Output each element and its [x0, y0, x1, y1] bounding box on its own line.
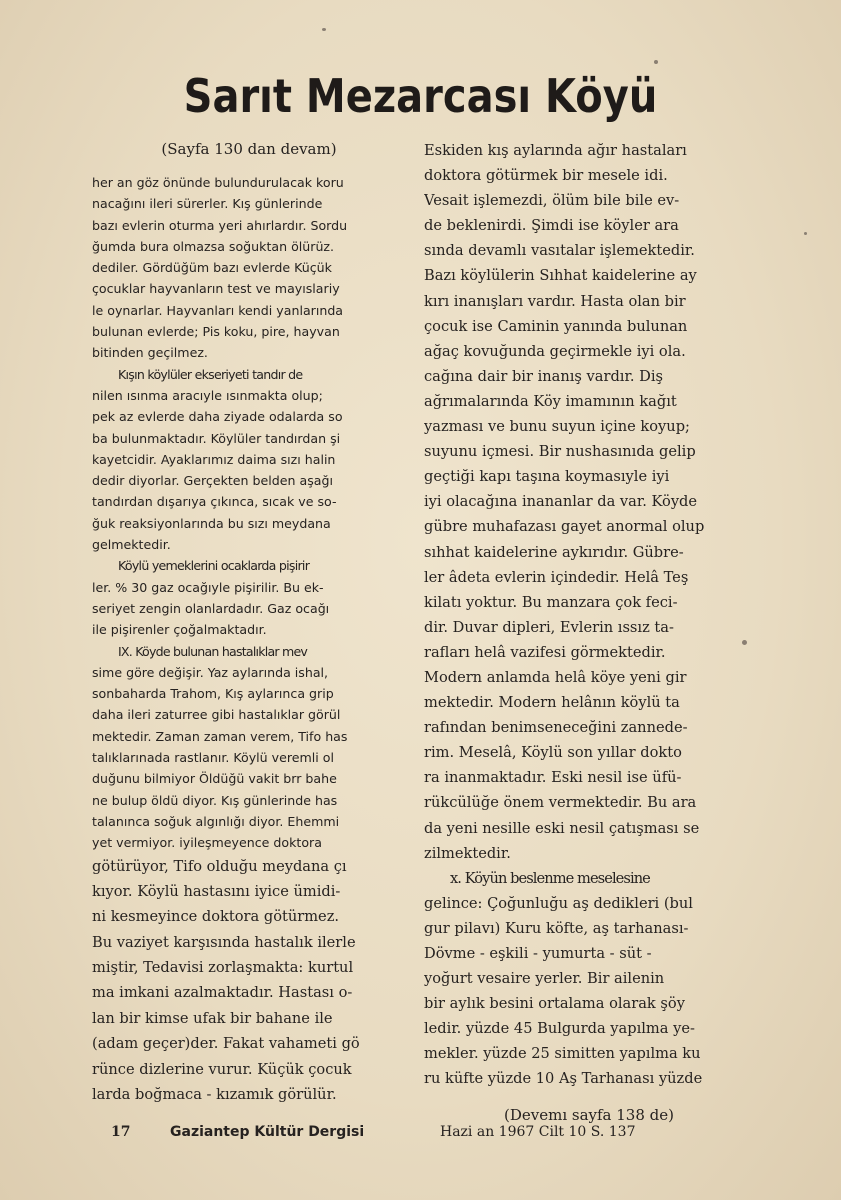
text-line: pek az evlerde daha ziyade odalarda so	[92, 409, 343, 425]
text-line: gur pilavı) Kuru köfte, aş tarhanası-	[424, 919, 689, 937]
text-line: dedir diyorlar. Gerçekten belden aşağı	[92, 473, 333, 489]
text-line: zilmektedir.	[424, 844, 511, 862]
text-line: rafından benimseneceğini zannede-	[424, 719, 688, 737]
text-line: çocuk ise Caminin yanında bulunan	[424, 317, 688, 335]
text-line: iyi olacağına inananlar da var. Köyde	[424, 493, 698, 511]
text-line: Bu vaziyet karşısında hastalık ilerle	[92, 933, 356, 951]
text-line: mektedir. Zaman zaman verem, Tifo has	[92, 728, 348, 744]
text-line: ağaç kovuğunda geçirmekle iyi ola.	[424, 342, 686, 360]
continued-from-note: (Sayfa 130 dan devam)	[161, 140, 337, 158]
text-line: ler. % 30 gaz ocağıyle pişirilir. Bu ek-	[92, 579, 324, 595]
text-line: rünce dizlerine vurur. Küçük çocuk	[92, 1060, 352, 1078]
print-speck	[654, 60, 658, 64]
text-line: kırı inanışları vardır. Hasta olan bir	[424, 292, 686, 310]
text-line: dediler. Gördüğüm bazı evlerde Küçük	[92, 260, 332, 276]
text-line: ru küfte yüzde 10 Aş Tarhanası yüzde	[424, 1070, 703, 1088]
text-line: bulunan evlerde; Pis koku, pire, hayvan	[92, 324, 340, 340]
text-line: ra inanmaktadır. Eski nesil ise üfü-	[424, 769, 682, 787]
text-line: Dövme - eşkili - yumurta - süt -	[424, 945, 652, 962]
text-line: bazı evlerin oturma yeri ahırlardır. Sordu	[92, 217, 348, 233]
text-line: Kışın köylüler ekseriyeti tandır de	[118, 366, 303, 382]
text-line: x. Köyün beslenme meselesine	[450, 869, 650, 887]
text-line: le oynarlar. Hayvanları kendi yanlarında	[92, 302, 344, 318]
text-line: sime göre değişir. Yaz aylarında ishal,	[92, 664, 329, 680]
text-line: ma imkani azalmaktadır. Hastası o-	[92, 984, 353, 1002]
text-line: da yeni nesille eski nesil çatışması se	[424, 819, 700, 837]
text-line: Eskiden kış aylarında ağır hastaları	[424, 142, 687, 159]
right-column	[424, 138, 754, 1126]
journal-name: Gaziantep Kültür Dergisi	[170, 1124, 365, 1140]
text-line: nacağını ileri sürerler. Kış günlerinde	[92, 196, 323, 212]
text-line: her an göz önünde bulundurulacak koru	[92, 175, 344, 190]
text-line: gelmektedir.	[92, 537, 171, 553]
text-line: ğumda bura olmazsa soğuktan ölürüz.	[92, 238, 335, 254]
text-line: ledir. yüzde 45 Bulgurda yapılma ye-	[424, 1020, 695, 1038]
text-line: larda boğmaca - kızamık görülür.	[92, 1086, 337, 1104]
text-line: ağrımalarında Köy imamının kağıt	[424, 392, 677, 410]
article-title: Sarıt Mezarcası Köyü	[183, 70, 658, 124]
issue-info: Hazi an 1967 Cilt 10 S. 137	[440, 1124, 636, 1140]
left-column	[92, 138, 406, 1107]
text-line: ne bulup öldü diyor. Kış günlerinde has	[92, 792, 338, 808]
text-line: Modern anlamda helâ köye yeni gir	[424, 668, 687, 686]
text-line: tandırdan dışarıya çıkınca, sıcak ve so-	[92, 494, 337, 510]
text-line: cağına dair bir inanış vardır. Diş	[424, 367, 663, 385]
text-line: (adam geçer)der. Fakat vahameti gö	[92, 1035, 360, 1053]
text-line: seriyet zengin olanlardadır. Gaz ocağı	[92, 600, 330, 616]
text-line: ile pişirenler çoğalmaktadır.	[92, 622, 267, 638]
text-line: ni kesmeyince doktora götürmez.	[92, 908, 340, 926]
text-line: geçtiği kapı taşına koymasıyle iyi	[424, 468, 670, 486]
text-line: talıklarınada rastlanır. Köylü veremli ol	[92, 750, 334, 766]
text-line: Vesait işlemezdi, ölüm bile bile ev-	[424, 192, 680, 210]
text-line: yet vermiyor. iyileşmeyence doktora	[92, 835, 322, 851]
text-line: kilatı yoktur. Bu manzara çok feci-	[424, 593, 678, 611]
print-speck	[322, 28, 326, 31]
text-line: IX. Köyde bulunan hastalıklar mev	[118, 643, 308, 659]
text-line: duğunu bilmiyor Öldüğü vakit brr bahe	[92, 771, 337, 787]
text-line: sonbaharda Trahom, Kış aylarınca grip	[92, 686, 334, 702]
page-number: 17	[111, 1124, 131, 1140]
text-line: kıyor. Köylü hastasını iyice ümidi-	[92, 882, 341, 900]
text-line: kayetcidir. Ayaklarımız daima sızı halin	[92, 451, 336, 467]
text-line: yoğurt vesaire yerler. Bir ailenin	[424, 970, 665, 988]
text-line: ler âdeta evlerin içindedir. Helâ Teş	[424, 568, 689, 586]
text-line: yazması ve bunu suyun içine koyup;	[424, 418, 690, 436]
print-speck	[742, 640, 747, 645]
text-line: lan bir kimse ufak bir bahane ile	[92, 1009, 333, 1027]
text-line: bitinden geçilmez.	[92, 345, 208, 361]
text-line: çocuklar hayvanların test ve mayıslariy	[92, 281, 340, 297]
text-line: talanınca soğuk algınlığı diyor. Ehemmi	[92, 813, 340, 829]
text-line: ğuk reaksiyonlarında bu sızı meydana	[92, 515, 331, 531]
continued-on-note: (Devemı sayfa 138 de)	[503, 1105, 674, 1124]
text-line: rim. Meselâ, Köylü son yıllar dokto	[424, 744, 682, 762]
right-text-block	[424, 138, 754, 1092]
text-line: miştir, Tedavisi zorlaşmakta: kurtul	[92, 959, 354, 977]
text-line: Köylü yemeklerini ocaklarda pişirir	[118, 558, 310, 574]
text-line: rafları helâ vazifesi görmektedir.	[424, 643, 666, 661]
text-line: sında devamlı vasıtalar işlemektedir.	[424, 242, 695, 260]
text-line: dir. Duvar dipleri, Evlerin ıssız ta-	[424, 618, 674, 636]
text-line: mekler. yüzde 25 simitten yapılma ku	[424, 1045, 701, 1063]
text-line: gübre muhafazası gayet anormal olup	[424, 518, 705, 536]
print-speck	[804, 232, 807, 235]
text-line: doktora götürmek bir mesele idi.	[424, 167, 668, 185]
text-line: rükcülüğe önem vermektedir. Bu ara	[424, 794, 697, 812]
text-line: sıhhat kaidelerine aykırıdır. Gübre-	[424, 543, 684, 561]
text-line: Bazı köylülerin Sıhhat kaidelerine ay	[424, 267, 697, 285]
text-line: ba bulunmaktadır. Köylüler tandırdan şi	[92, 430, 341, 446]
text-line: mektedir. Modern helânın köylü ta	[424, 694, 680, 712]
text-line: nilen ısınma aracıyle ısınmakta olup;	[92, 387, 323, 403]
text-line: suyunu içmesi. Bir nushasınıda gelip	[424, 443, 696, 461]
left-small-text-block	[92, 172, 406, 854]
text-line: götürüyor, Tifo olduğu meydana çı	[92, 857, 347, 875]
text-line: bir aylık besini ortalama olarak şöy	[424, 995, 685, 1013]
text-line: de beklenirdi. Şimdi ise köyler ara	[424, 217, 679, 235]
text-line: daha ileri zaturree gibi hastalıklar görül	[92, 707, 341, 723]
text-line: gelince: Çoğunluğu aş dedikleri (bul	[424, 894, 693, 912]
left-large-text-block	[92, 854, 406, 1108]
